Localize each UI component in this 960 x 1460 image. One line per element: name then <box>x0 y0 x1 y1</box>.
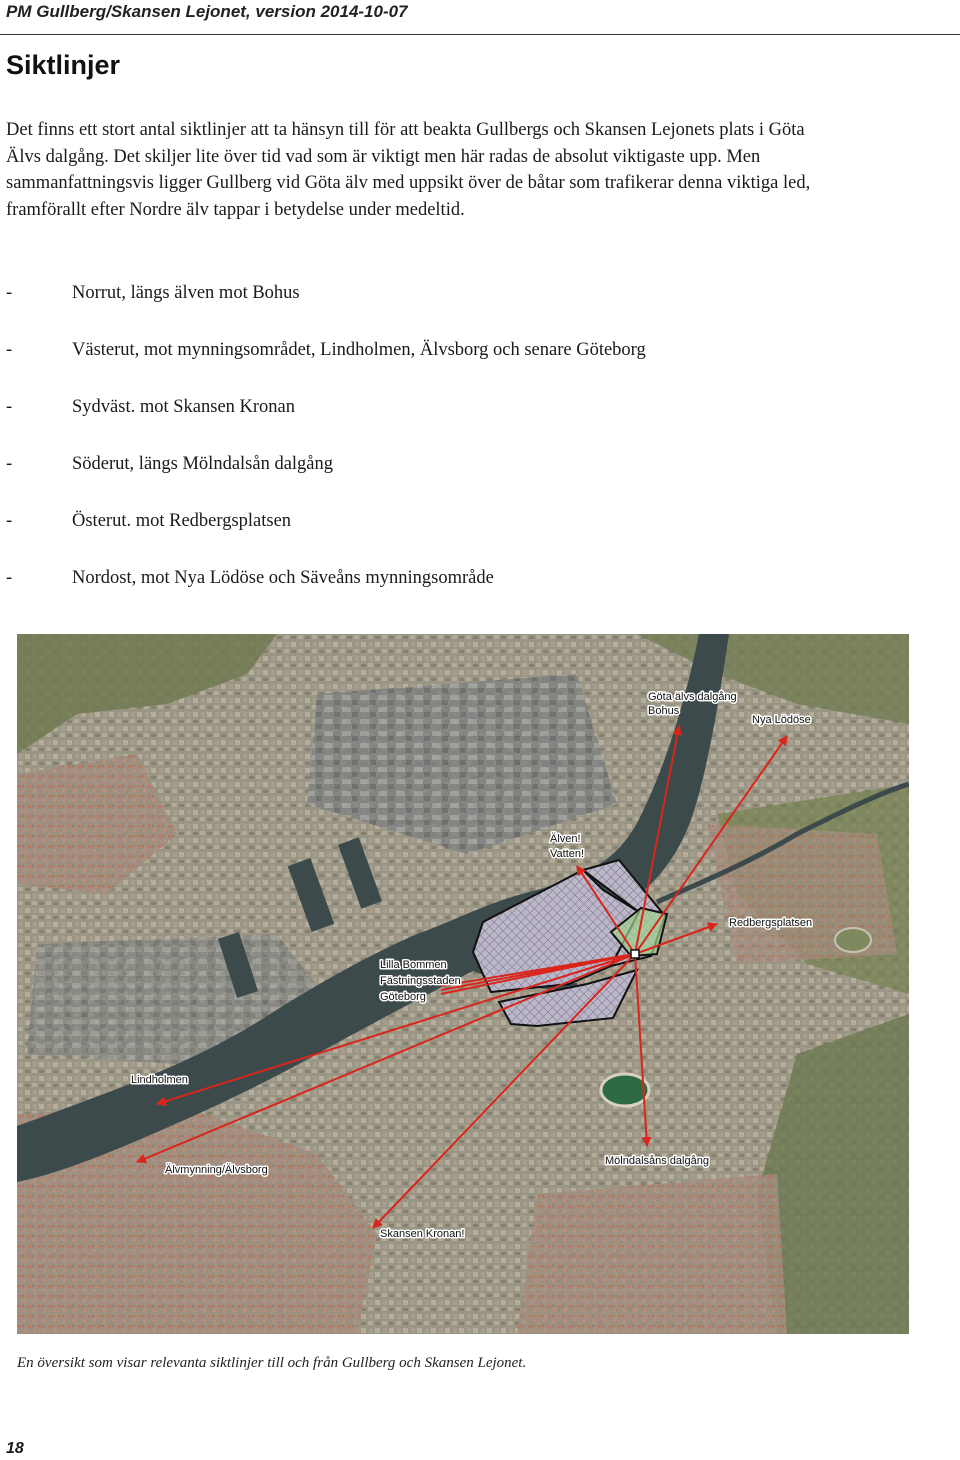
list-item-text: Nordost, mot Nya Lödöse och Säveåns mynningsområde <box>72 568 494 588</box>
list-item-text: Västerut, mot mynningsområdet, Lindholmen, Älvsborg och senare Göteborg <box>72 340 646 360</box>
list-dash: - <box>6 454 13 474</box>
map-label-skansen-kronan: Skansen Kronan! <box>380 1228 465 1240</box>
list-dash: - <box>6 568 13 588</box>
map-label-alven: Älven! <box>550 833 581 845</box>
map-label-goteborg: Göteborg <box>380 991 426 1003</box>
list-item-text: Söderut, längs Mölndalsån dalgång <box>72 454 334 474</box>
map-label-vatten: Vatten! <box>550 848 585 860</box>
page-number: 18 <box>6 1440 24 1457</box>
list-dash: - <box>6 340 13 360</box>
map-label-lindholmen: Lindholmen <box>131 1074 188 1086</box>
map-label-fastningsstaden: Fästningsstaden <box>380 975 461 987</box>
map-label-alvmynning: Älvmynning/Älvsborg <box>165 1164 268 1176</box>
map-residential-s <box>517 1174 787 1334</box>
figure-caption: En översikt som visar relevanta siktlinjer till och från Gullberg och Skansen Lejonet. <box>17 1355 527 1371</box>
map-label-gota-alvs-dalgang: Göta älvs dalgång <box>648 691 737 703</box>
running-header: PM Gullberg/Skansen Lejonet, version 2014-10-07 <box>6 2 408 21</box>
aerial-map <box>17 634 909 1334</box>
map-label-bohus: Bohus <box>648 705 680 717</box>
gullberg-origin-marker <box>631 950 639 958</box>
map-label-redbergsplatsen: Redbergsplatsen <box>729 917 813 929</box>
list-dash: - <box>6 283 13 303</box>
map-park-oval <box>835 928 871 952</box>
list-dash: - <box>6 511 13 531</box>
page-title: Siktlinjer <box>6 50 121 80</box>
intro-paragraph: Det finns ett stort antal siktlinjer att ta hänsyn till för att beakta Gullbergs och Skansen Lejonets plats i Göta Älvs dalgång. Det skiljer lite över tid vad som är viktigt men här radas de absolut viktigaste upp. Men sammanfattningsvis ligger Gullberg vid Göta älv med uppsikt över de båtar som trafikerar denna viktiga led, framförallt efter Nordre älv tappar i betydelse under medeltid. <box>6 120 811 220</box>
map-label-nya-lodose: Nya Lödöse <box>752 714 811 726</box>
map-label-molndalsans-dalgang: Mölndalsåns dalgång <box>605 1155 709 1167</box>
list-item-text: Österut. mot Redbergsplatsen <box>72 511 292 531</box>
header-rule <box>0 34 960 35</box>
list-dash: - <box>6 397 13 417</box>
map-label-lilla-bommen: Lilla Bommen <box>380 959 447 971</box>
map-svg <box>17 634 909 1334</box>
list-item-text: Sydväst. mot Skansen Kronan <box>72 397 296 417</box>
list-item-text: Norrut, längs älven mot Bohus <box>72 283 300 303</box>
